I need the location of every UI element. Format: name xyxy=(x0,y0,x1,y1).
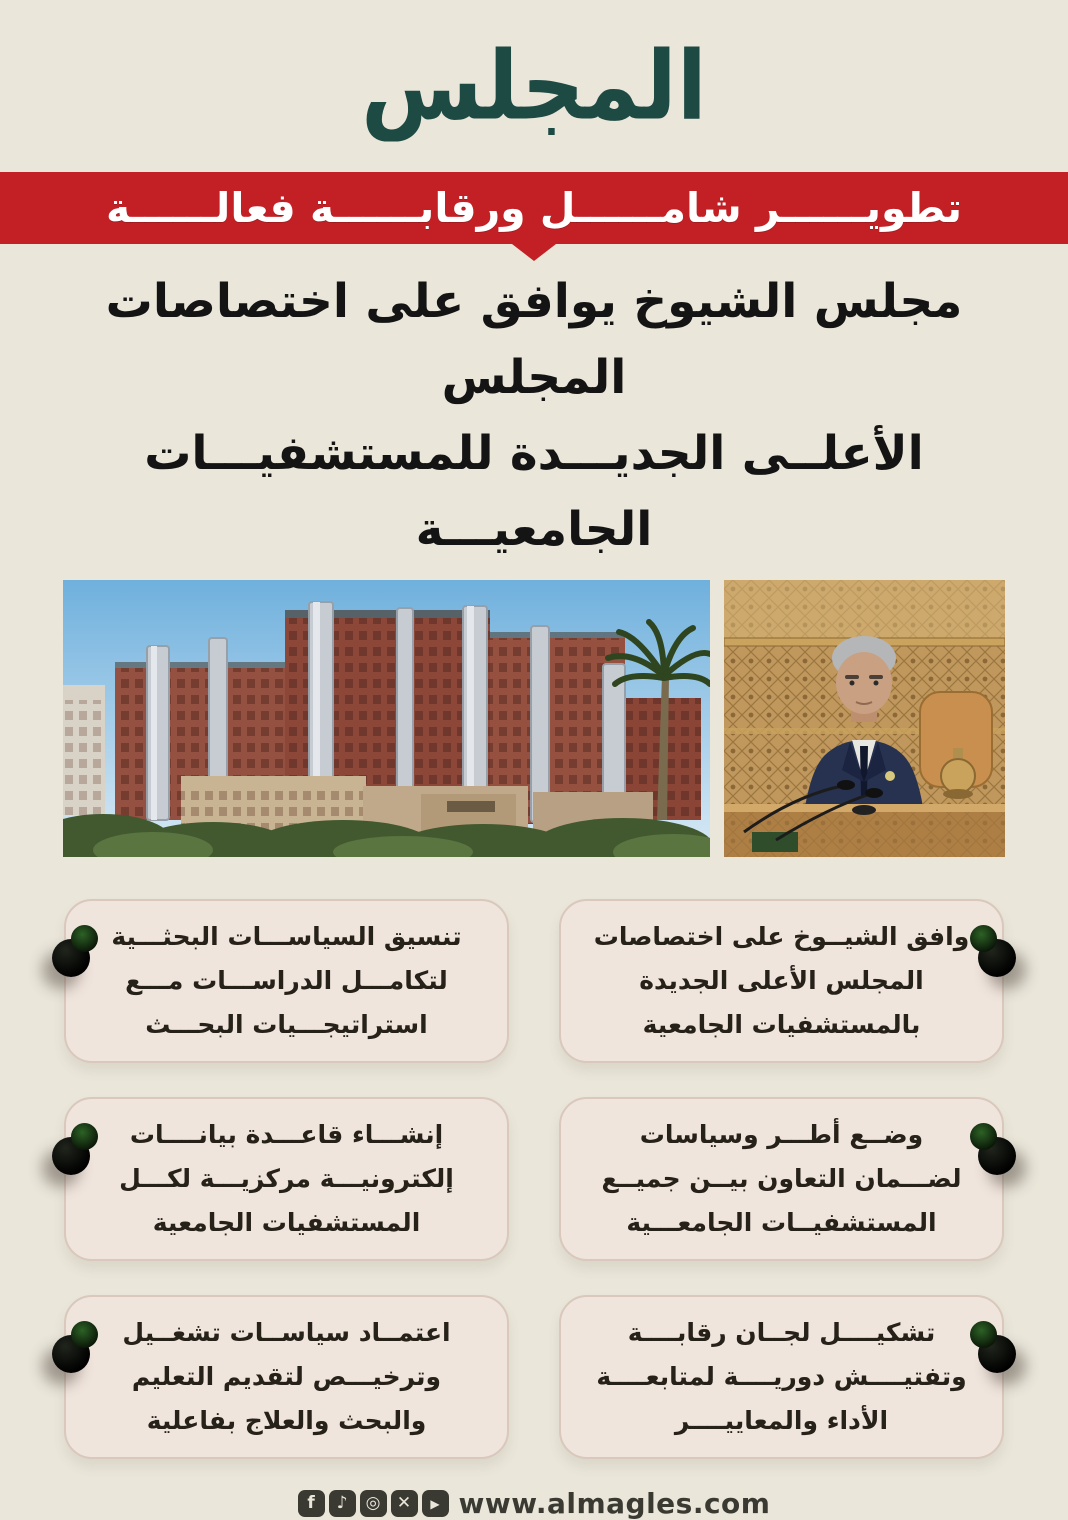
card-text: اعتمــاد سياســات تشغــيل وترخيـــص لتقديم التعليم والبحث والعلاج بفاعلية xyxy=(122,1318,451,1435)
topic-banner-text: تطويــــــر شامــــــل ورقابــــــة فعالــــــة xyxy=(105,184,962,232)
card-cooperation-frameworks xyxy=(559,1097,1004,1261)
banner-pointer xyxy=(512,244,556,261)
headline-line-2: الأعلــى الجديـــدة للمستشفيـــات الجامعيـــة xyxy=(144,426,924,557)
card-central-database xyxy=(64,1097,509,1261)
pushpin-icon xyxy=(50,1121,104,1179)
card-text: تنسيق السياســـات البحثـــية لتكامـــل الدراســـات مـــع استراتيجـــيات البحـــث xyxy=(111,922,462,1039)
youtube-icon[interactable]: ▶ xyxy=(422,1490,449,1517)
card-research-policies xyxy=(64,899,509,1063)
instagram-icon[interactable]: ◎ xyxy=(360,1490,387,1517)
pushpin-icon xyxy=(964,1319,1018,1377)
senate-session-speaker-photo xyxy=(724,580,1005,857)
pushpin-icon xyxy=(964,923,1018,981)
key-points-grid xyxy=(0,899,1068,1459)
photo-row xyxy=(0,580,1068,857)
tiktok-icon[interactable]: ♪ xyxy=(329,1490,356,1517)
header xyxy=(0,0,1068,172)
card-inspection-committees xyxy=(559,1295,1004,1459)
footer xyxy=(0,1487,1068,1520)
card-text: وافق الشيــوخ على اختصاصات المجلس الأعلى الجديدة بالمستشفيات الجامعية xyxy=(593,922,970,1039)
pushpin-icon xyxy=(50,1319,104,1377)
pushpin-icon xyxy=(964,1121,1018,1179)
topic-banner xyxy=(0,172,1068,244)
website-url: www.almagles.com xyxy=(458,1487,771,1520)
main-headline xyxy=(0,264,1068,568)
university-hospitals-building-photo xyxy=(63,580,710,857)
card-text: تشكيــــل لجــان رقابــــة وتفتيــــش دوريــــة لمتابعــــة الأداء والمعاييــــر xyxy=(596,1318,967,1435)
card-operation-licensing xyxy=(64,1295,509,1459)
headline-line-1: مجلس الشيوخ يوافق على اختصاصات المجلس xyxy=(105,274,963,405)
card-text: إنشـــاء قاعـــدة بيانــــات إلكترونيـــة مركزيـــة لكـــل المستشفيات الجامعية xyxy=(119,1120,454,1237)
almagles-logo: المجلس xyxy=(361,29,707,142)
card-senate-approval xyxy=(559,899,1004,1063)
card-text: وضــع أطـــر وسياسات لضـــمان التعاون بيــن جميــع المستشفيــات الجامعـــية xyxy=(601,1120,962,1237)
x-icon[interactable]: ✕ xyxy=(391,1490,418,1517)
social-icons xyxy=(298,1490,449,1517)
facebook-icon[interactable]: f xyxy=(298,1490,325,1517)
pushpin-icon xyxy=(50,923,104,981)
